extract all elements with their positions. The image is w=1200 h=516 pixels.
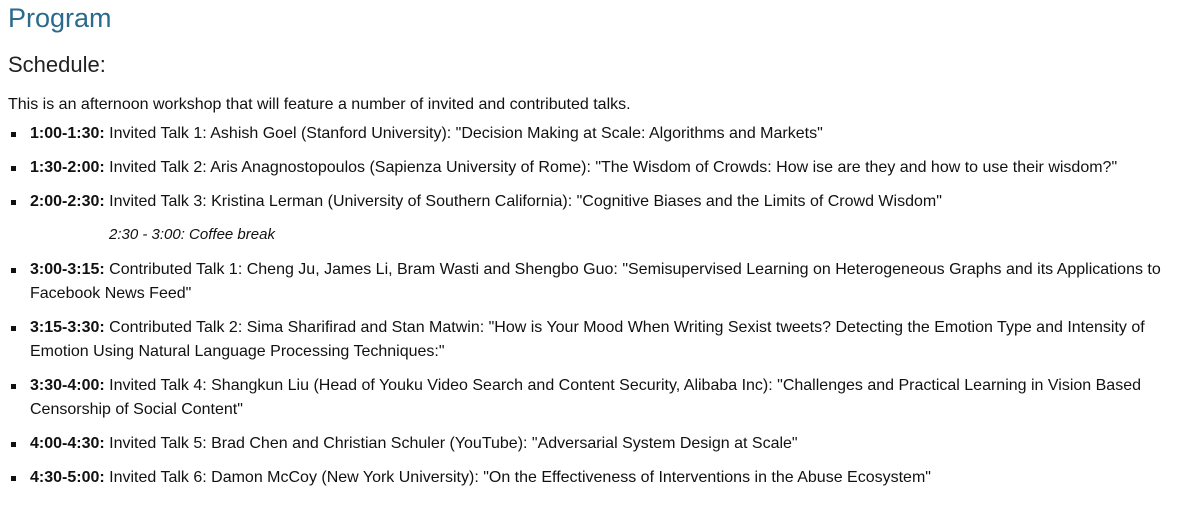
schedule-talk: Invited Talk 4: Shangkun Liu (Head of Youku Video Search and Content Security, Alibaba Inc): "Challenges and Practical Learning in Vision Based Censorship of Social Content" xyxy=(30,377,1141,418)
schedule-item xyxy=(8,156,1192,180)
intro-text: This is an afternoon workshop that will feature a number of invited and contributed talks. xyxy=(8,96,631,113)
schedule-item xyxy=(8,466,1192,490)
schedule-time: 4:00-4:30: xyxy=(30,435,105,452)
schedule-talk: Invited Talk 2: Aris Anagnostopoulos (Sapienza University of Rome): "The Wisdom of Crowds: How ise are they and how to use their wisdom?" xyxy=(104,159,1118,176)
schedule-item xyxy=(8,122,1192,146)
schedule-item xyxy=(8,374,1192,422)
schedule-talk: Contributed Talk 2: Sima Sharifirad and Stan Matwin: "How is Your Mood When Writing Sexist tweets? Detecting the Emotion Type and Intensity of Emotion Using Natural Language Processing Techniques:" xyxy=(30,319,1145,360)
schedule-time: 4:30-5:00: xyxy=(30,469,105,486)
schedule-time: 1:30-2:00: xyxy=(30,159,105,176)
schedule-item xyxy=(8,190,1192,214)
schedule-talk: Invited Talk 3: Kristina Lerman (University of Southern California): "Cognitive Biases and the Limits of Crowd Wisdom" xyxy=(104,193,942,210)
schedule-item xyxy=(8,316,1192,364)
schedule-list xyxy=(8,122,1192,490)
schedule-time: 1:00-1:30: xyxy=(30,125,105,142)
schedule-heading: Schedule: xyxy=(8,52,106,77)
schedule-item xyxy=(8,258,1192,306)
schedule-time: 3:00-3:15: xyxy=(30,261,105,278)
schedule-talk: Invited Talk 6: Damon McCoy (New York University): "On the Effectiveness of Interventions in the Abuse Ecosystem" xyxy=(104,469,931,486)
schedule-talk: Invited Talk 5: Brad Chen and Christian Schuler (YouTube): "Adversarial System Design at Scale" xyxy=(104,435,798,452)
schedule-talk: Invited Talk 1: Ashish Goel (Stanford University): "Decision Making at Scale: Algorithms and Markets" xyxy=(104,125,823,142)
schedule-time: 3:15-3:30: xyxy=(30,319,105,336)
coffee-break: 2:30 - 3:00: Coffee break xyxy=(109,226,275,243)
schedule-time: 2:00-2:30: xyxy=(30,193,105,210)
page-title: Program xyxy=(8,3,112,33)
schedule-talk: Contributed Talk 1: Cheng Ju, James Li, Bram Wasti and Shengbo Guo: "Semisupervised Learning on Heterogeneous Graphs and its Applications to Facebook News Feed" xyxy=(30,261,1161,302)
schedule-time: 3:30-4:00: xyxy=(30,377,105,394)
schedule-item xyxy=(8,432,1192,456)
